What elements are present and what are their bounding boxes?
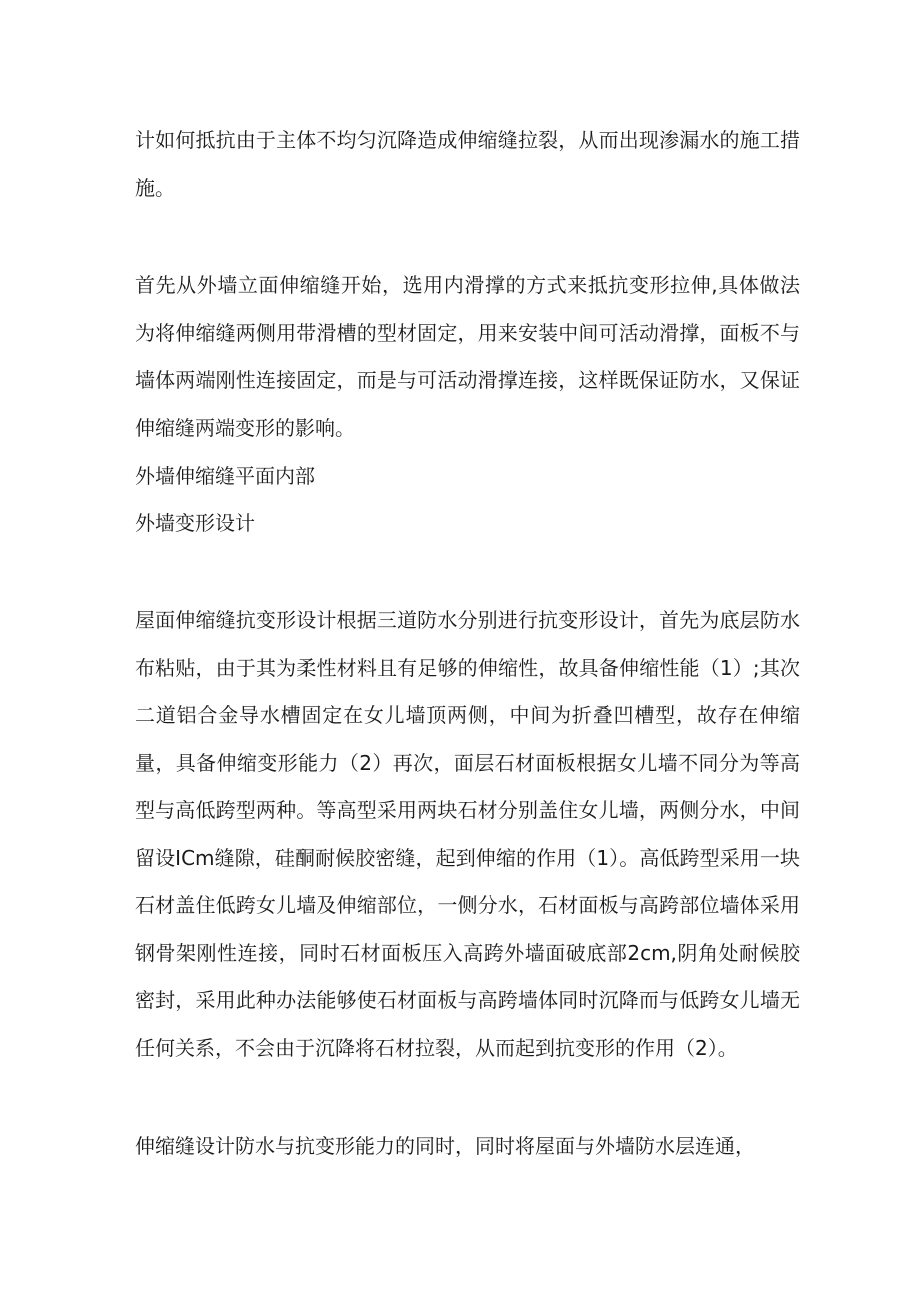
paragraph-exterior-wall-expansion-joint: 首先从外墙立面伸缩缝开始，选用内滑撑的方式来抵抗变形拉伸,具体做法为将伸缩缝两侧用带滑槽的型材固定，用来安装中间可活动滑撑，面板不与墙体两端刚性连接固定，而是与可活动滑撑连接，这样既保证防水，又保证伸缩缝两端变形的影响。 xyxy=(135,273,800,440)
heading-exterior-wall-plan-interior: 外墙伸缩缝平面内部 xyxy=(135,464,315,488)
heading-exterior-wall-deformation-design: 外墙变形设计 xyxy=(135,511,255,535)
paragraph-construction-measures: 计如何抵抗由于主体不均匀沉降造成伸缩缝拉裂，从而出现渗漏水的施工措施。 xyxy=(135,128,800,200)
paragraph-waterproof-layer-connection: 伸缩缝设计防水与抗变形能力的同时，同时将屋面与外墙防水层连通， xyxy=(135,1134,755,1158)
paragraph-roof-expansion-joint-design: 屋面伸缩缝抗变形设计根据三道防水分别进行抗变形设计，首先为底层防水布粘贴，由于其为柔性材料且有足够的伸缩性，故具备伸缩性能（1）;其次二道铝合金导水槽固定在女儿墙顶两侧，中间为折叠凹槽型，故存在伸缩量，具备伸缩变形能力（2）再次，面层石材面板根据女儿墙不同分为等高型与高低跨型两种。等高型采用两块石材分别盖住女儿墙，两侧分水，中间留设ICm缝隙，硅酮耐候胶密缝，起到伸缩的作用（1）。高低跨型采用一块石材盖住低跨女儿墙及伸缩部位，一侧分水，石材面板与高跨部位墙体采用钢骨架刚性连接，同时石材面板压入高跨外墙面破底部2cm,阴角处耐候胶密封，采用此种办法能够使石材面板与高跨墙体同时沉降而与低跨女儿墙无任何关系，不会由于沉降将石材拉裂，从而起到抗变形的作用（2）。 xyxy=(135,608,800,1060)
